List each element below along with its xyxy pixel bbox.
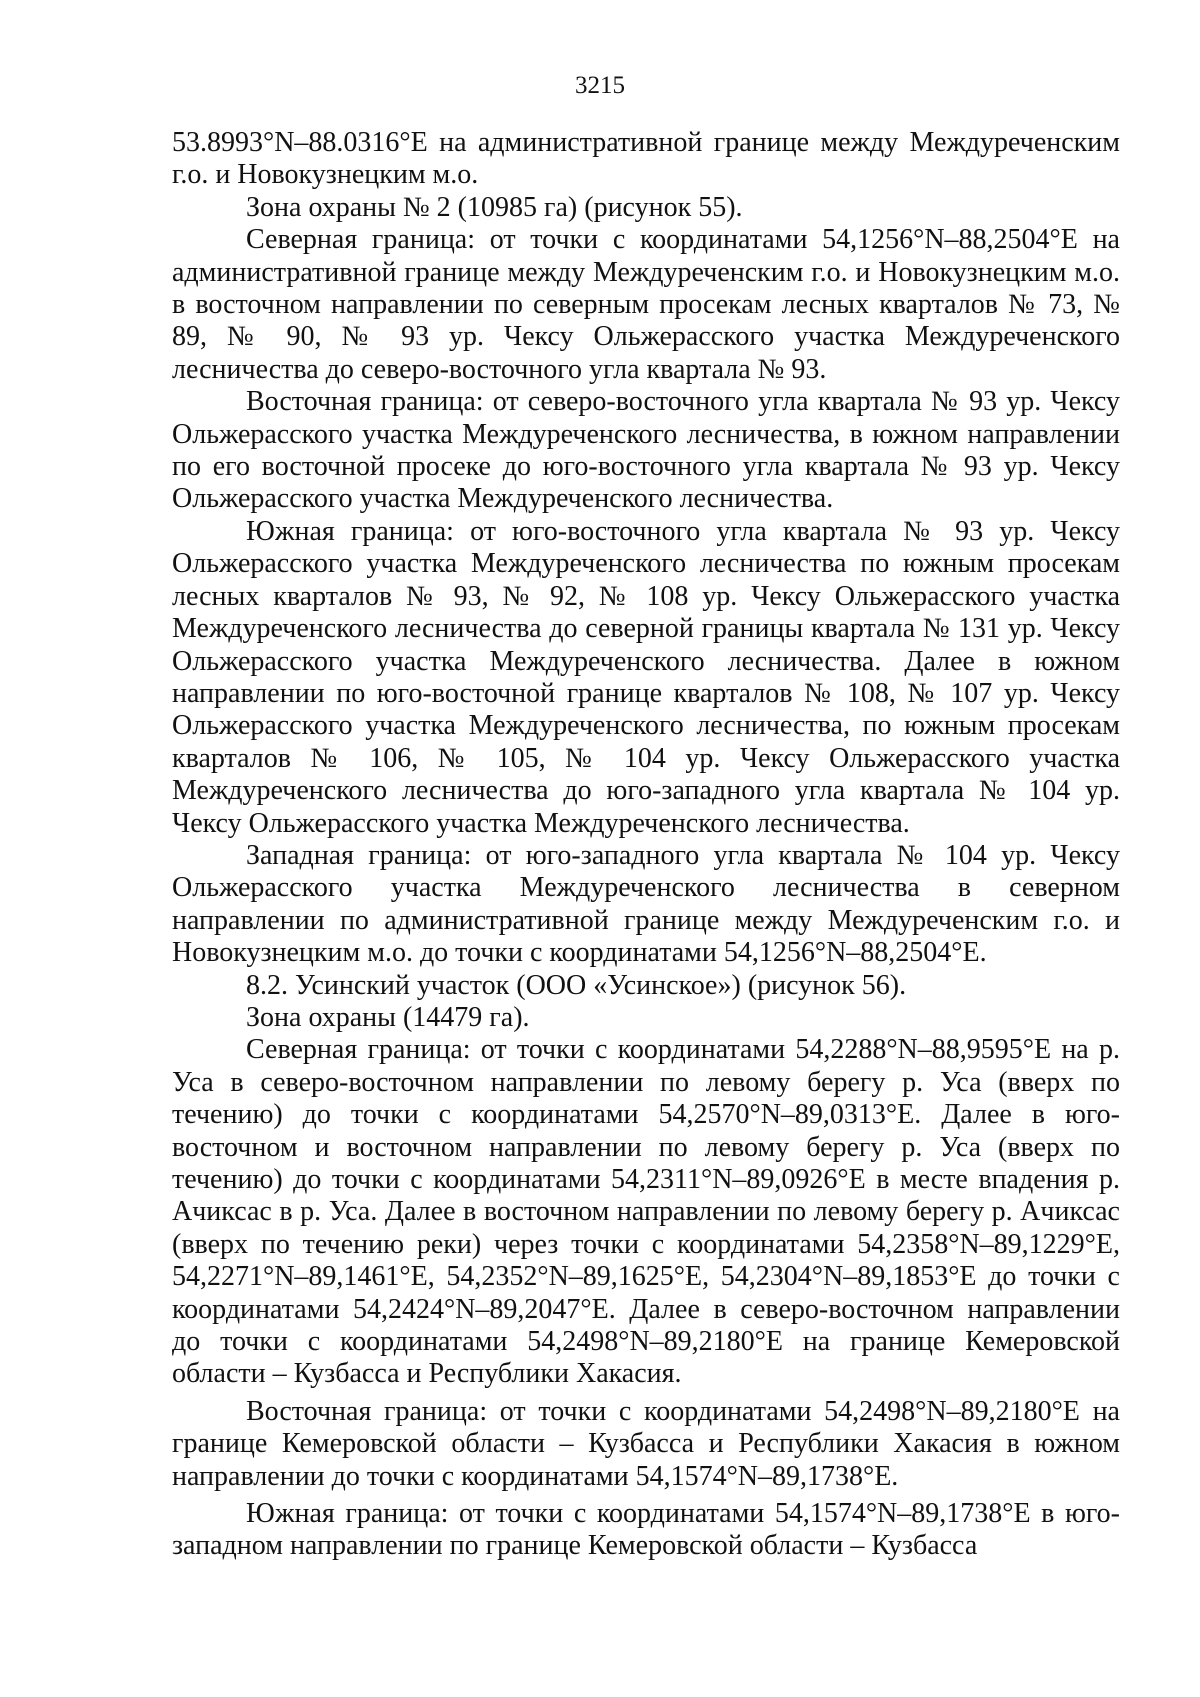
paragraph-protection-zone-2: Зона охраны № 2 (10985 га) (рисунок 55).	[246, 191, 743, 223]
paragraph-south-boundary-usinsky: Южная граница: от точки с координатами 54,1574°N–89,1738°E в юго-западном направлении по границе Кемеровской области – Кузбасса	[172, 1498, 1120, 1562]
paragraph-east-boundary-zone-2: Восточная граница: от северо-восточного угла квартала № 93 ур. Чексу Ольжерасского участка Междуреченского лесничества, в южном направлении по его восточной просеке до юго-восточного угла квартала № 93 ур. Чексу Ольжерасского участка Междуреченского лесничества.	[172, 386, 1120, 515]
paragraph-usinsky-protection-zone: Зона охраны (14479 га).	[246, 1001, 530, 1033]
page-number: 3215	[575, 72, 625, 99]
paragraph-north-boundary-usinsky: Северная граница: от точки с координатами 54,2288°N–88,9595°E на р. Уса в северо-восточном направлении по левому берегу р. Уса (вверх по течению) до точки с координатами 54,2570°N–89,0313°E. Далее в юго-восточном и восточном направлении по левому берегу р. Уса (вверх по течению) до точки с координатами 54,2311°N–89,0926°E в месте впадения р. Ачиксас в р. Уса. Далее в восточном направлении по левому берегу р. Ачиксас (вверх по течению реки) через точки с координатами 54,2358°N–89,1229°E, 54,2271°N–89,1461°E, 54,2352°N–89,1625°E, 54,2304°N–89,1853°E до точки с координатами 54,2424°N–89,2047°E. Далее в северо-восточном направлении до точки с координатами 54,2498°N–89,2180°E на границе Кемеровской области – Кузбасса и Республики Хакасия.	[172, 1034, 1120, 1390]
paragraph-west-boundary-zone-2: Западная граница: от юго-западного угла квартала № 104 ур. Чексу Ольжерасского участка Междуреченского лесничества в северном направлении по административной границе между Междуреченским г.о. и Новокузнецким м.о. до точки с координатами 54,1256°N–88,2504°E.	[172, 839, 1120, 969]
paragraph-section-8-2: 8.2. Усинский участок (ООО «Усинское») (рисунок 56).	[246, 969, 907, 1001]
paragraph-east-boundary-usinsky: Восточная граница: от точки с координатами 54,2498°N–89,2180°E на границе Кемеровской области – Кузбасса и Республики Хакасия в южном направлении до точки с координатами 54,1574°N–89,1738°E.	[172, 1395, 1120, 1492]
document-body	[172, 127, 1120, 1563]
paragraph-coordinate-continuation: 53.8993°N–88.0316°E на административной границе между Междуреченским г.о. и Новокузнецким м.о.	[172, 127, 1120, 191]
paragraph-north-boundary-zone-2: Северная граница: от точки с координатами 54,1256°N–88,2504°E на административной границе между Междуреченским г.о. и Новокузнецким м.о. в восточном направлении по северным просекам лесных кварталов № 73, № 89, № 90, № 93 ур. Чексу Ольжерасского участка Междуреченского лесничества до северо-восточного угла квартала № 93.	[172, 224, 1120, 385]
paragraph-south-boundary-zone-2: Южная граница: от юго-восточного угла квартала № 93 ур. Чексу Ольжерасского участка Междуреченского лесничества по южным просекам лесных кварталов № 93, № 92, № 108 ур. Чексу Ольжерасского участка Междуреченского лесничества до северной границы квартала № 131 ур. Чексу Ольжерасского участка Междуреченского лесничества. Далее в южном направлении по юго-восточной границе кварталов № 108, № 107 ур. Чексу Ольжерасского участка Междуреченского лесничества, по южным просекам кварталов № 106, № 105, № 104 ур. Чексу Ольжерасского участка Междуреченского лесничества до юго-западного угла квартала № 104 ур. Чексу Ольжерасского участка Междуреченского лесничества.	[172, 515, 1120, 839]
